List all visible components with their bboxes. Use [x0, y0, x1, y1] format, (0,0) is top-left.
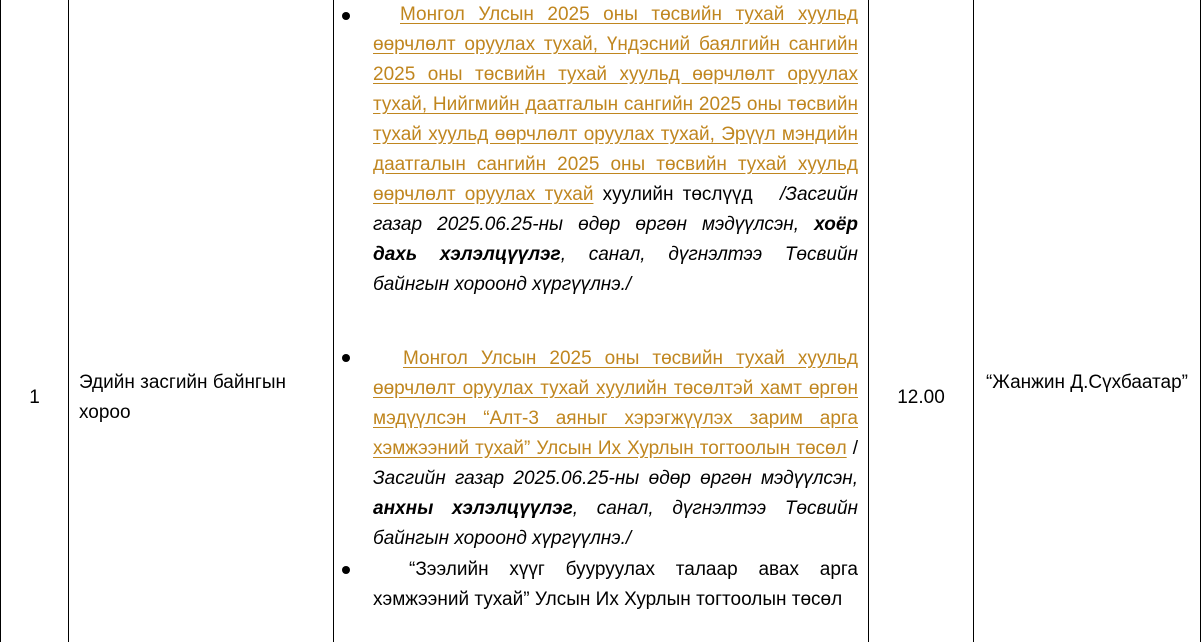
agenda-item-2-link[interactable]: Монгол Улсын 2025 оны төсвийн тухай хуульд өөрчлөлт оруулах тухай хуулийн төсөлтэй хамт өргөн мэдүүлсэн “Алт-3 аяныг хэрэгжүүлэх зарим арга хэмжээний тухай” Улсын Их Хурлын тогтоолын төсөл — [373, 348, 858, 459]
agenda-item-1-link[interactable]: Монгол Улсын 2025 оны төсвийн тухай хуульд өөрчлөлт оруулах тухай, Үндэсний баялгийн сангийн 2025 оны төсвийн тухай хуульд өөрчлөлт оруулах тухай, Нийгмийн даатгалын сангийн 2025 оны төсвийн тухай хуульд өөрчлөлт оруулах тухай, Эрүүл мэндийн даатгалын сангийн 2025 оны төсвийн тухай хуульд өөрчлөлт оруулах тухай — [373, 4, 858, 205]
agenda-item-2-note-start: Засгийн газар 2025.06.25-ны өдөр өргөн мэдүүлсэн, — [373, 468, 858, 489]
column-divider-3 — [868, 0, 869, 642]
agenda-item-1-note-start: /Засгийн газар 2025.06.25-ны өдөр өргөн мэдүүлсэн, — [373, 184, 858, 235]
agenda-item-1-note-bold: хоёр дахь хэлэлцүүлэг — [373, 214, 858, 265]
agenda-item-2-slash: / — [852, 438, 858, 459]
agenda-item-1-plain: хуулийн төслүүд — [602, 184, 753, 205]
agenda-item-3-text: “Зээлийн хүүг бууруулах талаар авах арга хэмжээний тухай” Улсын Их Хурлын тогтоолын төсөл — [373, 559, 858, 610]
meeting-room: “Жанжин Д.Сүхбаатар” — [985, 372, 1188, 393]
bullet-icon — [342, 566, 352, 576]
agenda-item-1-note-end: , санал, дүгнэлтээ Төсвийн байнгын хороонд хүргүүлнэ./ — [373, 244, 859, 295]
agenda-item-2-note-bold: анхны хэлэлцүүлэг — [373, 498, 573, 519]
column-divider-2 — [333, 0, 334, 642]
agenda-item-3 — [373, 555, 858, 615]
column-divider-4 — [973, 0, 974, 642]
bullet-icon — [342, 12, 352, 22]
committee-name: Эдийн засгийн байнгын хороо — [79, 372, 287, 423]
agenda-item-2 — [373, 344, 858, 554]
table-border-left — [0, 0, 1, 642]
meeting-time: 12.00 — [897, 387, 945, 408]
table-border-right — [1200, 0, 1201, 642]
bullet-icon — [342, 354, 352, 364]
agenda-item-2-note-end: , санал, дүгнэлтээ Төсвийн байнгын хороонд хүргүүлнэ./ — [373, 498, 858, 549]
column-divider-1 — [68, 0, 69, 642]
agenda-item-1 — [373, 0, 858, 300]
row-number: 1 — [29, 387, 40, 408]
